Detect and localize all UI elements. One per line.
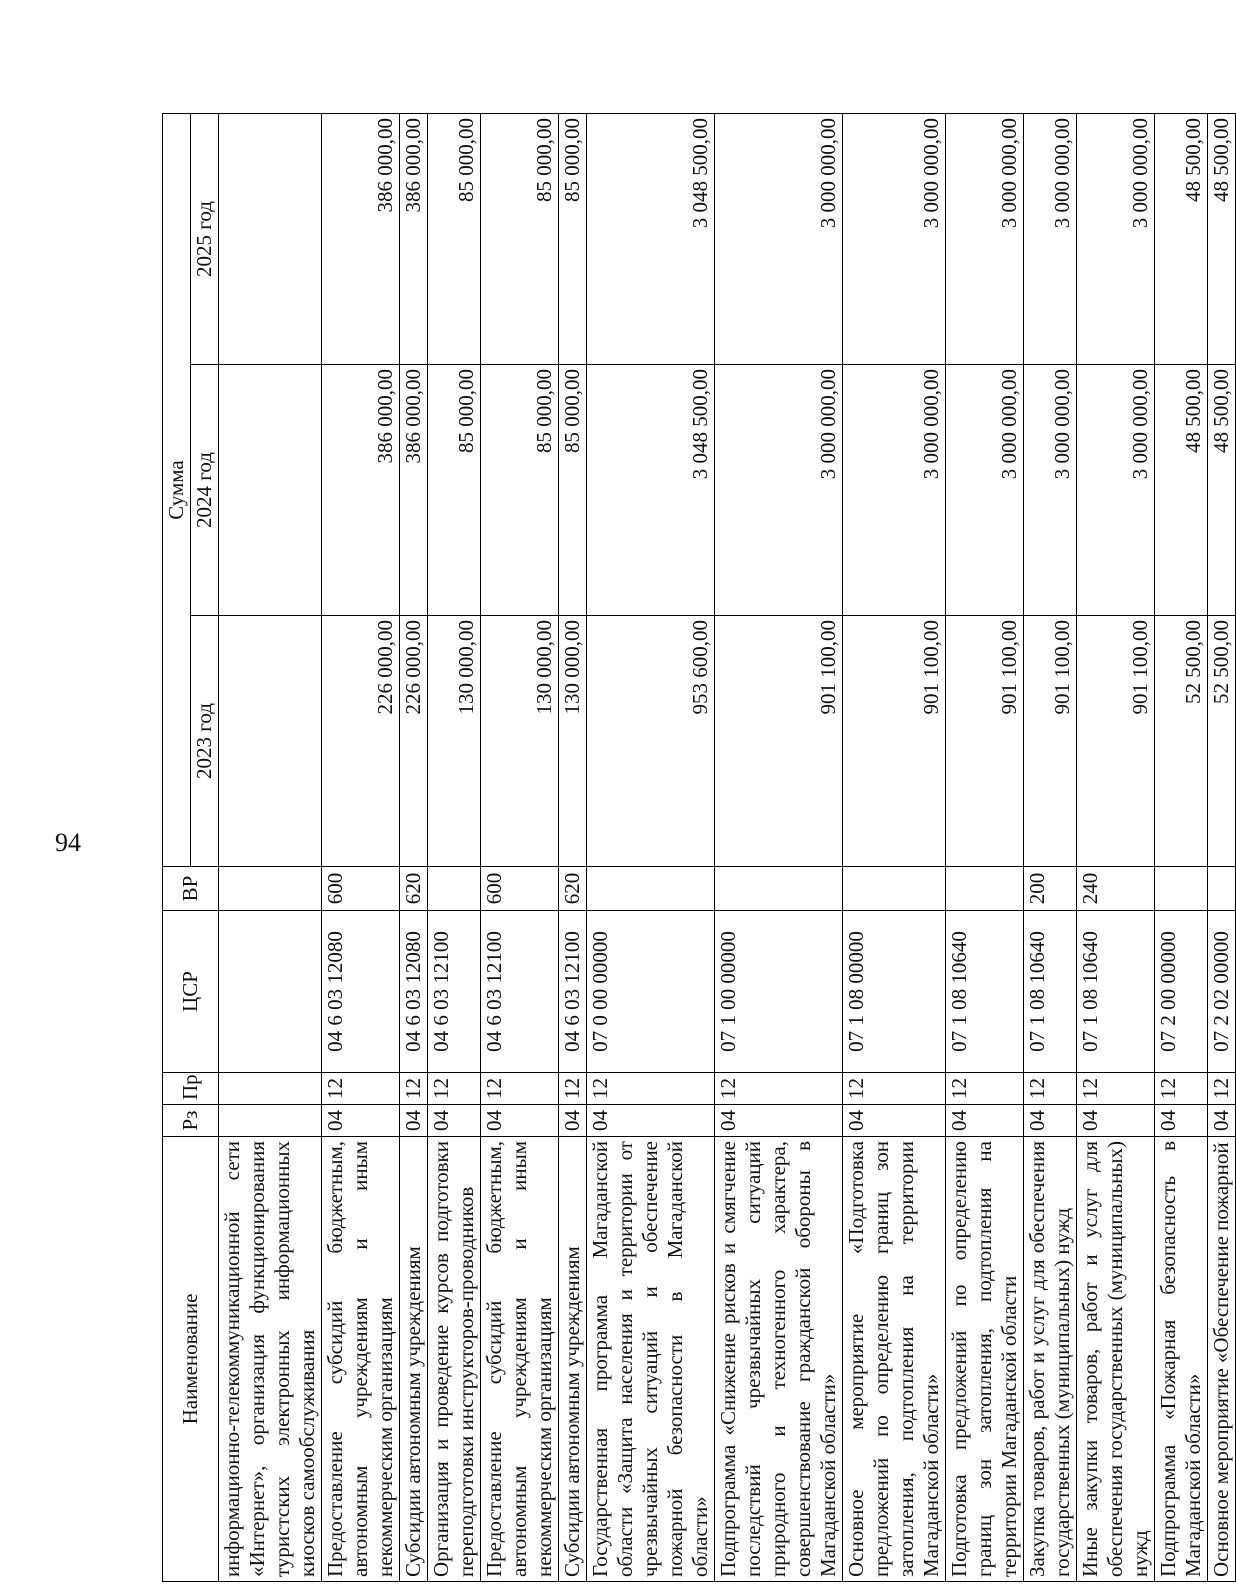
cell-rz: 04 xyxy=(843,1105,946,1137)
table-row xyxy=(322,113,400,1581)
table-header xyxy=(163,113,219,1581)
cell-csr: 04 6 03 12100 xyxy=(481,911,559,1073)
header-year-2024: 2024 год xyxy=(191,365,219,616)
cell-name: Подготовка предложений по определению границ зон затопления, подтопления на территории Магаданской области xyxy=(946,1137,1024,1582)
cell-2024: 386 000,00 xyxy=(400,365,428,616)
cell-name: Субсидии автономным учреждениям xyxy=(400,1137,428,1582)
cell-2024: 3 000 000,00 xyxy=(946,365,1024,616)
cell-csr: 07 2 02 00000 xyxy=(1208,911,1236,1073)
cell-2023: 130 000,00 xyxy=(559,616,587,867)
cell-vr xyxy=(428,867,481,911)
cell-2023: 130 000,00 xyxy=(481,616,559,867)
table-body xyxy=(219,113,1236,1581)
cell-vr: 600 xyxy=(481,867,559,911)
rotated-table-container xyxy=(162,82,1233,1582)
cell-name: Государственная программа Магаданской области «Защита населения и территории от чрезвычайных ситуаций и обеспечение пожарной безопасности в Магаданской области» xyxy=(587,1137,715,1582)
header-rz: Рз xyxy=(163,1105,219,1137)
cell-csr: 07 1 08 10640 xyxy=(946,911,1024,1073)
table-row xyxy=(428,113,481,1581)
table-row xyxy=(1077,113,1155,1581)
cell-2025: 85 000,00 xyxy=(428,113,481,364)
table-row xyxy=(946,113,1024,1581)
cell-2024: 3 000 000,00 xyxy=(715,365,843,616)
table-row xyxy=(843,113,946,1581)
cell-2023 xyxy=(219,616,322,867)
cell-csr: 07 2 00 00000 xyxy=(1155,911,1208,1073)
header-vr: ВР xyxy=(163,867,219,911)
cell-pr: 12 xyxy=(587,1073,715,1105)
table-row xyxy=(481,113,559,1581)
cell-2024: 85 000,00 xyxy=(428,365,481,616)
cell-2024: 48 500,00 xyxy=(1155,365,1208,616)
table-row xyxy=(715,113,843,1581)
cell-2024: 3 048 500,00 xyxy=(587,365,715,616)
cell-pr: 12 xyxy=(1155,1073,1208,1105)
cell-vr xyxy=(843,867,946,911)
cell-rz: 04 xyxy=(1024,1105,1077,1137)
header-sum: Сумма xyxy=(163,113,191,866)
cell-rz: 04 xyxy=(559,1105,587,1137)
cell-pr: 12 xyxy=(843,1073,946,1105)
cell-2023: 130 000,00 xyxy=(428,616,481,867)
cell-2025: 3 000 000,00 xyxy=(946,113,1024,364)
cell-2024: 3 000 000,00 xyxy=(1024,365,1077,616)
cell-pr: 12 xyxy=(1024,1073,1077,1105)
cell-2023: 901 100,00 xyxy=(946,616,1024,867)
cell-pr: 12 xyxy=(1208,1073,1236,1105)
cell-csr: 04 6 03 12080 xyxy=(322,911,400,1073)
header-name: Наименование xyxy=(163,1137,219,1582)
cell-csr: 04 6 03 12100 xyxy=(559,911,587,1073)
header-pr: Пр xyxy=(163,1073,219,1105)
cell-csr: 07 1 00 00000 xyxy=(715,911,843,1073)
cell-2024 xyxy=(219,365,322,616)
table-row xyxy=(400,113,428,1581)
cell-pr: 12 xyxy=(946,1073,1024,1105)
cell-2025: 48 500,00 xyxy=(1155,113,1208,364)
cell-pr: 12 xyxy=(400,1073,428,1105)
cell-name: Организация и проведение курсов подготовки переподготовки инструкторов-проводников xyxy=(428,1137,481,1582)
cell-rz: 04 xyxy=(428,1105,481,1137)
cell-name: Закупка товаров, работ и услуг для обеспечения государственных (муниципальных) нужд xyxy=(1024,1137,1077,1582)
cell-2023: 226 000,00 xyxy=(400,616,428,867)
cell-2024: 386 000,00 xyxy=(322,365,400,616)
cell-2025: 3 000 000,00 xyxy=(715,113,843,364)
cell-rz: 04 xyxy=(587,1105,715,1137)
cell-2023: 901 100,00 xyxy=(715,616,843,867)
cell-pr: 12 xyxy=(481,1073,559,1105)
cell-2025: 85 000,00 xyxy=(481,113,559,364)
cell-vr: 240 xyxy=(1077,867,1155,911)
cell-vr xyxy=(219,867,322,911)
cell-pr: 12 xyxy=(559,1073,587,1105)
cell-name: информационно-телекоммуникационной сети «Интернет», организация функционирования туристских электронных информационных киосков самообслуживания xyxy=(219,1137,322,1582)
page-number: 94 xyxy=(55,828,81,857)
cell-2024: 85 000,00 xyxy=(559,365,587,616)
cell-name: Предоставление субсидий бюджетным, автономным учреждениям и иным некоммерческим организациям xyxy=(322,1137,400,1582)
cell-2024: 3 000 000,00 xyxy=(843,365,946,616)
cell-2025: 3 000 000,00 xyxy=(843,113,946,364)
cell-pr: 12 xyxy=(322,1073,400,1105)
table-row xyxy=(559,113,587,1581)
cell-name: Подпрограмма «Снижение рисков и смягчение последствий чрезвычайных ситуаций природного и техногенного характера, совершенствование гражданской обороны в Магаданской области» xyxy=(715,1137,843,1582)
cell-pr: 12 xyxy=(715,1073,843,1105)
cell-2025: 386 000,00 xyxy=(322,113,400,364)
table-row xyxy=(1208,113,1236,1581)
cell-csr: 04 6 03 12080 xyxy=(400,911,428,1073)
cell-rz: 04 xyxy=(481,1105,559,1137)
budget-table xyxy=(162,113,1236,1582)
cell-2023: 52 500,00 xyxy=(1208,616,1236,867)
cell-2024: 3 000 000,00 xyxy=(1077,365,1155,616)
cell-vr xyxy=(946,867,1024,911)
cell-2025: 3 000 000,00 xyxy=(1077,113,1155,364)
cell-2025 xyxy=(219,113,322,364)
cell-csr: 07 0 00 00000 xyxy=(587,911,715,1073)
cell-csr: 04 6 03 12100 xyxy=(428,911,481,1073)
cell-pr: 12 xyxy=(1077,1073,1155,1105)
cell-rz xyxy=(219,1105,322,1137)
cell-2025: 85 000,00 xyxy=(559,113,587,364)
table-row xyxy=(1024,113,1077,1581)
cell-vr: 600 xyxy=(322,867,400,911)
cell-2024: 48 500,00 xyxy=(1208,365,1236,616)
cell-2025: 3 048 500,00 xyxy=(587,113,715,364)
cell-rz: 04 xyxy=(946,1105,1024,1137)
cell-name: Иные закупки товаров, работ и услуг для обеспечения государственных (муниципальных) нужд xyxy=(1077,1137,1155,1582)
cell-vr xyxy=(1208,867,1236,911)
table-row xyxy=(1155,113,1208,1581)
cell-rz: 04 xyxy=(322,1105,400,1137)
cell-2023: 901 100,00 xyxy=(1024,616,1077,867)
cell-rz: 04 xyxy=(715,1105,843,1137)
cell-csr: 07 1 08 00000 xyxy=(843,911,946,1073)
cell-2025: 3 000 000,00 xyxy=(1024,113,1077,364)
cell-rz: 04 xyxy=(400,1105,428,1137)
cell-2025: 48 500,00 xyxy=(1208,113,1236,364)
cell-csr: 07 1 08 10640 xyxy=(1077,911,1155,1073)
cell-name: Подпрограмма «Пожарная безопасность в Магаданской области» xyxy=(1155,1137,1208,1582)
cell-rz: 04 xyxy=(1077,1105,1155,1137)
cell-name: Основное мероприятие «Подготовка предложений по определению границ зон затопления, подтопления на территории Магаданской области» xyxy=(843,1137,946,1582)
cell-2024: 85 000,00 xyxy=(481,365,559,616)
cell-name: Основное мероприятие «Обеспечение пожарной xyxy=(1208,1137,1236,1582)
cell-rz: 04 xyxy=(1155,1105,1208,1137)
cell-2025: 386 000,00 xyxy=(400,113,428,364)
cell-csr: 07 1 08 10640 xyxy=(1024,911,1077,1073)
cell-2023: 901 100,00 xyxy=(843,616,946,867)
cell-pr xyxy=(219,1073,322,1105)
cell-csr xyxy=(219,911,322,1073)
cell-rz: 04 xyxy=(1208,1105,1236,1137)
cell-vr xyxy=(715,867,843,911)
header-year-2025: 2025 год xyxy=(191,113,219,364)
cell-2023: 953 600,00 xyxy=(587,616,715,867)
cell-vr xyxy=(587,867,715,911)
cell-vr: 620 xyxy=(400,867,428,911)
cell-name: Предоставление субсидий бюджетным, автономным учреждениям и иным некоммерческим организациям xyxy=(481,1137,559,1582)
cell-vr: 200 xyxy=(1024,867,1077,911)
cell-name: Субсидии автономным учреждениям xyxy=(559,1137,587,1582)
header-csr: ЦСР xyxy=(163,911,219,1073)
cell-2023: 901 100,00 xyxy=(1077,616,1155,867)
table-row xyxy=(219,113,322,1581)
cell-vr xyxy=(1155,867,1208,911)
table-row xyxy=(587,113,715,1581)
cell-vr: 620 xyxy=(559,867,587,911)
cell-2023: 226 000,00 xyxy=(322,616,400,867)
header-year-2023: 2023 год xyxy=(191,616,219,867)
cell-pr: 12 xyxy=(428,1073,481,1105)
cell-2023: 52 500,00 xyxy=(1155,616,1208,867)
